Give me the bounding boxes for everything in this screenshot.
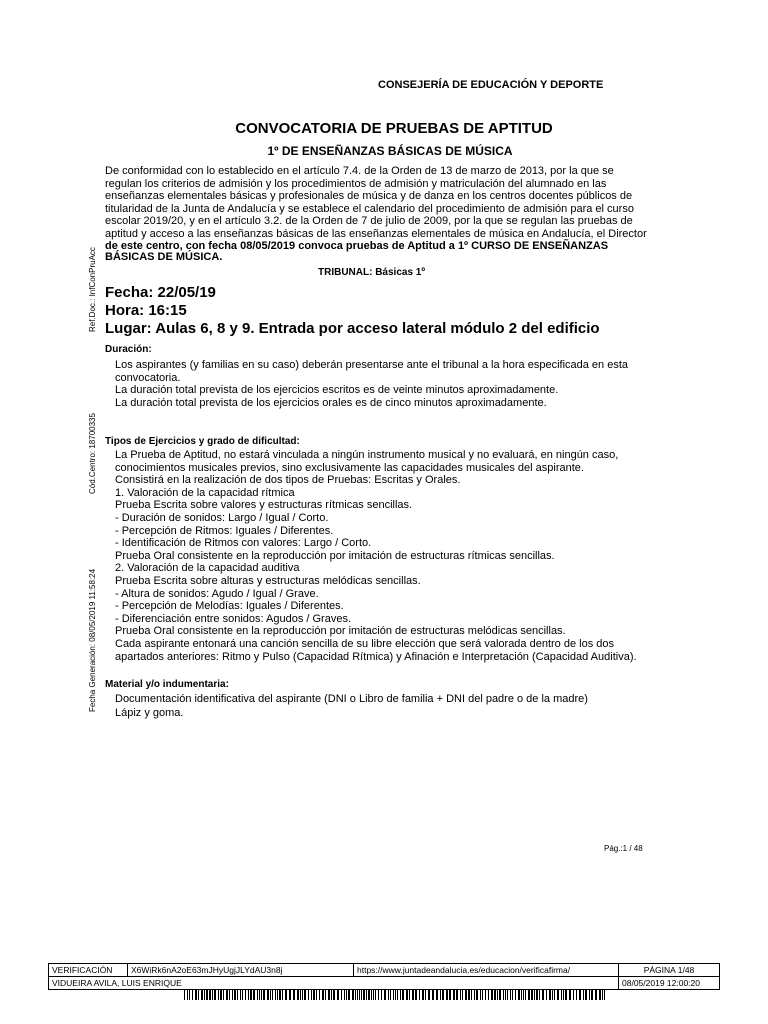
exercise-line: - Duración de sonidos: Largo / Igual / Corto. [115,511,329,524]
duration-line: Los aspirantes (y familias en su caso) deberán presentarse ante el tribunal a la hora especificada en esta [115,359,629,371]
intro-line: regulan los criterios de admisión y los procedimientos de admisión y matriculación del alumnado en las [105,177,607,190]
material-line: Documentación identificativa del aspirante (DNI o Libro de familia + DNI del padre o de la madre) [115,693,588,705]
exercise-line: 1. Valoración de la capacidad rítmica [115,486,295,499]
exercise-line: Cada aspirante entonará una canción sencilla de su libre elección que será valorada dentro de los dos [115,637,614,650]
verification-code[interactable]: X6WiRk6nA2oE63mJHyUgjJLYdAU3n8j [128,964,354,977]
verification-url[interactable]: https://www.juntadeandalucia.es/educacion/verificafirma/ [354,964,619,977]
side-generation-date-label: Fecha Generación: 08/05/2019 11:58:24 [88,568,97,712]
exercise-line: La Prueba de Aptitud, no estará vinculada a ningún instrumento musical y no evaluará, en ningún caso, [115,449,619,461]
exercise-types-heading: Tipos de Ejercicios y grado de dificultad: [105,436,300,447]
signer-name: VIDUEIRA AVILA, LUIS ENRIQUE [49,977,619,990]
material-text [115,692,588,720]
intro-line: De conformidad con lo establecido en el artículo 7.4. de la Orden de 13 de marzo de 2013, por la que se [105,165,614,177]
page-subtitle: 1º DE ENSEÑANZAS BÁSICAS DE MÚSICA [267,144,513,158]
exercise-line: - Altura de sonidos: Agudo / Igual / Grave. [115,587,319,600]
verification-row [49,964,720,977]
intro-line: aptitud y acceso a las enseñanzas básicas de las enseñanzas elementales de música en Andalucía, el Director [105,227,647,240]
signature-date: 08/05/2019 12:00:20 [619,977,720,990]
duration-line: La duración total prevista de los ejercicios orales es de cinco minutos aproximadamente. [115,396,547,409]
exercise-line: - Percepción de Ritmos: Iguales / Diferentes. [115,524,334,537]
exercise-line: apartados anteriores: Ritmo y Pulso (Capacidad Rítmica) y Afinación e Interpretación (Capacidad Auditiva). [115,650,637,663]
exercise-line: 2. Valoración de la capacidad auditiva [115,562,300,575]
exercise-line: Consistirá en la realización de dos tipos de Pruebas: Escritas y Orales. [115,474,461,487]
exercise-line: Prueba Oral consistente en la reproducción por imitación de estructuras rítmicas sencillas. [115,549,555,562]
side-ref-label: Ref.Doc.: InfConPruAcc [88,247,97,332]
event-date: Fecha: 22/05/19 [105,284,216,301]
duration-text [115,359,628,409]
intro-bold-line: BÁSICAS DE MÚSICA. [105,251,223,264]
department-header: CONSEJERÍA DE EDUCACIÓN Y DEPORTE [378,79,604,91]
event-time: Hora: 16:15 [105,302,187,319]
verification-label: VERIFICACIÓN [49,964,128,977]
verification-table [48,963,720,990]
intro-paragraph [105,165,725,264]
exercise-line: Prueba Oral consistente en la reproducción por imitación de estructuras melódicas sencillas. [115,625,566,638]
signer-row [49,977,720,990]
page-title: CONVOCATORIA DE PRUEBAS DE APTITUD [235,120,553,137]
tribunal-label: TRIBUNAL: Básicas 1º [318,267,426,278]
intro-line: enseñanzas elementales básicas y profesionales de música y de danza en los centros docentes públicos de [105,190,633,203]
exercise-line: conocimientos musicales previos, sino exclusivamente las capacidades musicales del aspirante. [115,461,584,474]
event-location: Lugar: Aulas 6, 8 y 9. Entrada por acceso lateral módulo 2 del edificio [105,320,600,337]
material-line: Lápiz y goma. [115,707,184,719]
intro-line: escolar 2019/20, y en el artículo 3.2. de la Orden de 7 de julio de 2009, por la que se regulan las pruebas de [105,215,633,228]
side-centro-label: Cód.Centro: 18700335 [88,413,97,494]
exercise-line: - Percepción de Melodías: Iguales / Diferentes. [115,600,344,613]
intro-line: titularidad de la Junta de Andalucía y se establece el calendario del procedimiento de admisión para el curso [105,202,634,215]
exercise-types-text [115,449,637,663]
duration-line: La duración total prevista de los ejercicios escritos es de veinte minutos aproximadamente. [115,384,559,397]
exercise-line: Prueba Escrita sobre valores y estructuras rítmicas sencillas. [115,499,413,512]
exercise-line: Prueba Escrita sobre alturas y estructuras melódicas sencillas. [115,574,421,587]
page-number: Pág.:1 / 48 [604,844,643,853]
duration-heading: Duración: [105,344,152,355]
exercise-line: - Identificación de Ritmos con valores: Largo / Corto. [115,537,372,550]
material-heading: Material y/o indumentaria: [105,679,229,690]
intro-bold-line: de este centro, con fecha 08/05/2019 convoca pruebas de Aptitud a 1º CURSO DE ENSEÑANZAS [105,239,609,252]
duration-line: convocatoria. [115,371,181,384]
page-indicator: PÁGINA 1/48 [619,964,720,977]
barcode-image [184,990,606,1000]
exercise-line: - Diferenciación entre sonidos: Agudos / Graves. [115,612,352,625]
